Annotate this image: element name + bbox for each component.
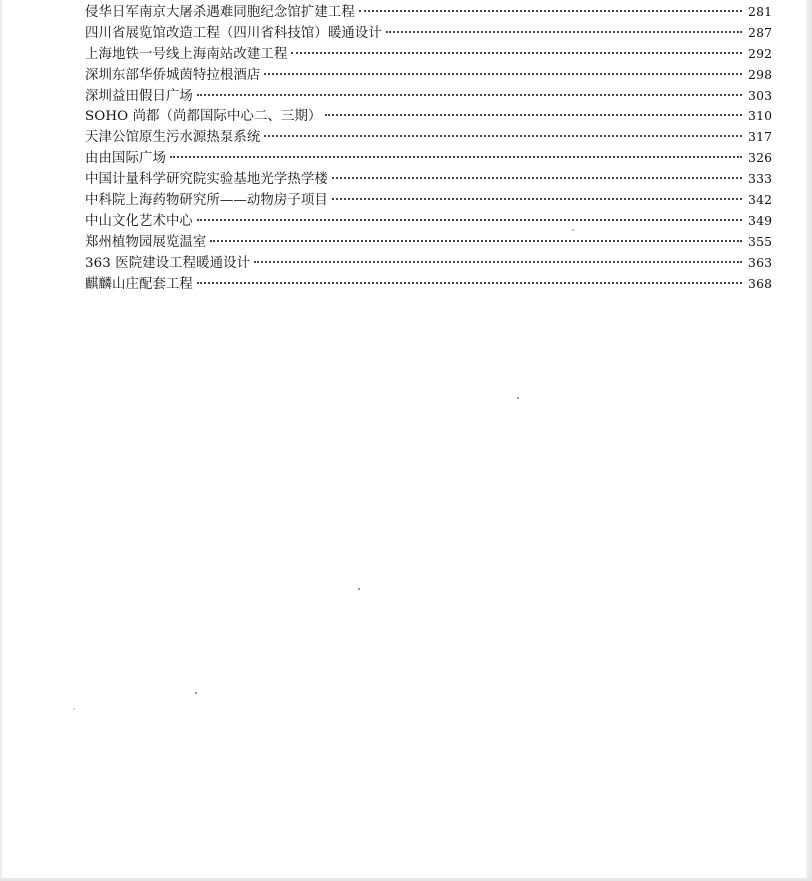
toc-entry-title: 深圳东部华侨城茵特拉根酒店 [85, 67, 261, 83]
toc-entry-page: 281 [748, 4, 773, 19]
toc-entry [85, 148, 772, 169]
toc-entry-title: 中科院上海药物研究所——动物房子项目 [85, 193, 328, 209]
toc-dot-leader [332, 177, 742, 179]
toc-entry [85, 86, 772, 107]
toc-entry-page: 292 [748, 45, 773, 61]
scan-speck [517, 397, 519, 399]
page-left-edge [0, 0, 3, 881]
toc-dot-leader [359, 10, 742, 12]
toc-entry-title: 侵华日军南京大屠杀遇难同胞纪念馆扩建工程 [85, 5, 355, 20]
toc-entry [85, 106, 772, 127]
toc-dot-leader [210, 240, 742, 242]
toc-entry-title: 中山文化艺术中心 [85, 213, 193, 229]
table-of-contents [85, 2, 772, 294]
page-right-edge [806, 0, 812, 881]
toc-entry-title: 由由国际广场 [85, 151, 166, 167]
toc-dot-leader [264, 135, 742, 137]
scan-speck [572, 229, 574, 231]
toc-entry-title: 363 医院建设工程暖通设计 [85, 255, 251, 271]
toc-entry-title: 中国计量科学研究院实验基地光学热学楼 [85, 172, 328, 188]
toc-entry-page: 303 [748, 87, 773, 103]
toc-dot-leader [264, 73, 742, 75]
toc-entry [85, 190, 772, 211]
toc-dot-leader [386, 31, 742, 33]
toc-entry-title: 麒麟山庄配套工程 [85, 276, 193, 292]
toc-dot-leader [170, 156, 742, 158]
scan-speck [73, 708, 75, 710]
toc-entry [85, 65, 772, 86]
toc-entry-page: 333 [748, 171, 773, 187]
toc-entry [85, 23, 772, 44]
toc-entry-page: 355 [748, 233, 773, 249]
toc-dot-leader [254, 261, 742, 263]
toc-entry-title: 四川省展览馆改造工程（四川省科技馆）暖通设计 [85, 25, 382, 41]
toc-entry-page: 342 [748, 192, 773, 208]
scan-speck [195, 692, 197, 694]
toc-dot-leader [197, 282, 742, 284]
toc-entry [85, 211, 772, 232]
toc-dot-leader [197, 219, 742, 221]
toc-entry [85, 274, 772, 295]
toc-entry-page: 326 [748, 150, 773, 166]
toc-entry-title: 深圳益田假日广场 [85, 88, 193, 104]
toc-dot-leader [325, 114, 742, 116]
scan-speck [358, 588, 360, 590]
toc-dot-leader [332, 198, 742, 200]
toc-entry-title: 郑州植物园展览温室 [85, 234, 207, 250]
toc-entry [85, 169, 772, 190]
toc-entry [85, 2, 772, 23]
toc-entry-page: 298 [748, 66, 773, 82]
toc-entry-page: 287 [748, 24, 773, 40]
toc-entry [85, 44, 772, 65]
toc-entry-page: 349 [748, 212, 773, 228]
toc-entry-page: 363 [748, 254, 773, 270]
toc-entry [85, 232, 772, 253]
toc-dot-leader [197, 94, 742, 96]
toc-entry-page: 317 [748, 129, 773, 145]
toc-entry-title: 天津公馆原生污水源热泵系统 [85, 130, 261, 146]
toc-entry [85, 253, 772, 274]
toc-entry-page: 310 [748, 108, 773, 124]
toc-entry [85, 127, 772, 148]
toc-entry-title: 上海地铁一号线上海南站改建工程 [85, 46, 288, 62]
toc-entry-page: 368 [748, 275, 773, 291]
toc-entry-title: SOHO 尚都（尚都国际中心二、三期） [85, 109, 322, 125]
toc-dot-leader [291, 52, 742, 54]
